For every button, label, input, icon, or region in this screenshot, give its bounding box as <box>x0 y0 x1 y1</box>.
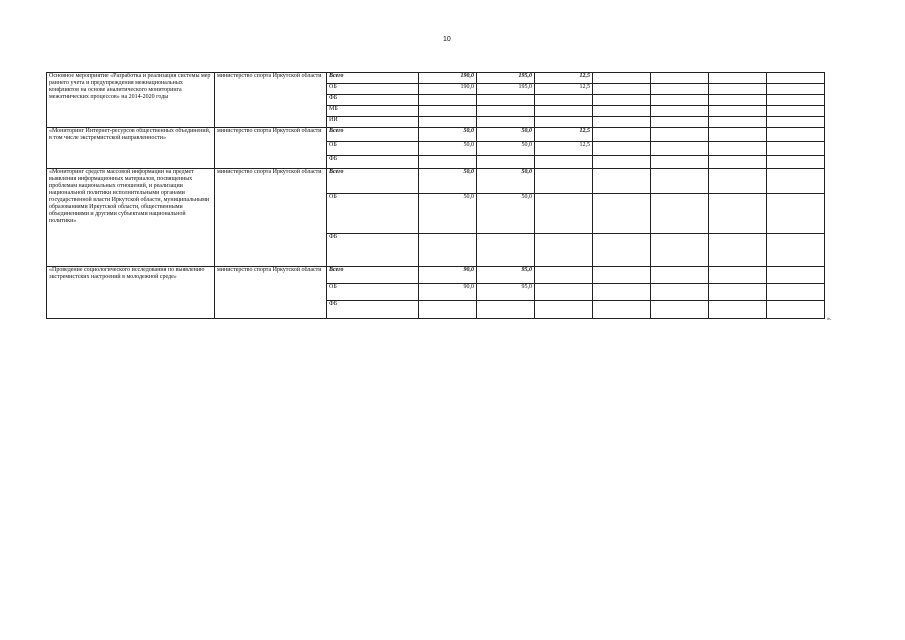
empty-cell <box>767 117 825 128</box>
empty-cell <box>709 73 767 84</box>
empty-cell <box>593 156 651 169</box>
empty-cell <box>651 284 709 301</box>
empty-cell <box>593 128 651 142</box>
amount-cell <box>477 301 535 319</box>
empty-cell <box>651 106 709 117</box>
empty-cell <box>593 234 651 267</box>
amount-cell <box>419 234 477 267</box>
empty-cell <box>651 142 709 156</box>
funding-source-cell: ФБ <box>327 234 419 267</box>
empty-cell <box>593 301 651 319</box>
empty-cell <box>651 84 709 95</box>
empty-cell <box>709 128 767 142</box>
empty-cell <box>651 117 709 128</box>
empty-cell <box>767 156 825 169</box>
amount-cell: 12,5 <box>535 84 593 95</box>
amount-cell: 12,5 <box>535 73 593 84</box>
amount-cell <box>535 267 593 284</box>
empty-cell <box>767 169 825 194</box>
empty-cell <box>767 84 825 95</box>
empty-cell <box>709 117 767 128</box>
funding-source-cell: ОБ <box>327 194 419 234</box>
amount-cell: 90,0 <box>419 284 477 301</box>
empty-cell <box>651 73 709 84</box>
amount-cell: 95,0 <box>477 267 535 284</box>
amount-cell: 50,0 <box>419 169 477 194</box>
amount-cell <box>535 156 593 169</box>
amount-cell <box>419 106 477 117</box>
amount-cell: 50,0 <box>477 142 535 156</box>
empty-cell <box>593 73 651 84</box>
empty-cell <box>709 284 767 301</box>
amount-cell: 50,0 <box>419 194 477 234</box>
funding-source-cell: ФБ <box>327 95 419 106</box>
executor-cell: министерство спорта Иркутской области <box>215 73 327 128</box>
funding-source-cell: ОБ <box>327 284 419 301</box>
empty-cell <box>651 301 709 319</box>
amount-cell <box>477 106 535 117</box>
empty-cell <box>767 106 825 117</box>
empty-cell <box>709 267 767 284</box>
empty-cell <box>593 194 651 234</box>
empty-cell <box>651 267 709 284</box>
funding-source-cell: Всего <box>327 73 419 84</box>
empty-cell <box>767 142 825 156</box>
amount-cell: 50,0 <box>477 128 535 142</box>
empty-cell <box>767 284 825 301</box>
funding-source-cell: ИИ <box>327 117 419 128</box>
empty-cell <box>593 142 651 156</box>
end-quote-mark: ». <box>827 316 832 322</box>
amount-cell <box>477 156 535 169</box>
activity-name-cell: Основное мероприятие «Разработка и реализация системы мер раннего учета и предупреждения межнациональных конфликтов на основе аналитического мониторинга межэтнических процессов» на 2014-2020 годы <box>47 73 215 128</box>
activity-name-cell: «Проведение социологического исследования по выявлению экстремистских настроений в молодежной среде» <box>47 267 215 319</box>
empty-cell <box>767 128 825 142</box>
empty-cell <box>593 169 651 194</box>
amount-cell: 195,0 <box>477 73 535 84</box>
executor-cell: министерство спорта Иркутской области <box>215 169 327 267</box>
amount-cell <box>535 194 593 234</box>
empty-cell <box>767 194 825 234</box>
empty-cell <box>709 194 767 234</box>
amount-cell <box>535 117 593 128</box>
budget-table-body <box>47 73 825 319</box>
amount-cell: 50,0 <box>419 142 477 156</box>
empty-cell <box>709 301 767 319</box>
empty-cell <box>651 156 709 169</box>
table-row <box>47 267 825 284</box>
funding-source-cell: Всего <box>327 267 419 284</box>
empty-cell <box>593 106 651 117</box>
empty-cell <box>709 156 767 169</box>
amount-cell: 190,0 <box>419 73 477 84</box>
empty-cell <box>651 169 709 194</box>
table-row <box>47 128 825 142</box>
empty-cell <box>709 234 767 267</box>
empty-cell <box>651 234 709 267</box>
empty-cell <box>651 95 709 106</box>
funding-source-cell: ФБ <box>327 156 419 169</box>
empty-cell <box>651 194 709 234</box>
activity-name-cell: «Мониторинг Интернет-ресурсов общественных объединений, в том числе экстремистской направленности» <box>47 128 215 169</box>
empty-cell <box>709 169 767 194</box>
funding-source-cell: ОБ <box>327 142 419 156</box>
funding-source-cell: ФБ <box>327 301 419 319</box>
amount-cell <box>419 117 477 128</box>
executor-cell: министерство спорта Иркутской области <box>215 128 327 169</box>
empty-cell <box>593 95 651 106</box>
amount-cell <box>535 106 593 117</box>
amount-cell <box>419 301 477 319</box>
amount-cell: 95,0 <box>477 284 535 301</box>
empty-cell <box>593 84 651 95</box>
amount-cell <box>535 284 593 301</box>
amount-cell: 50,0 <box>477 194 535 234</box>
amount-cell <box>535 169 593 194</box>
amount-cell <box>419 156 477 169</box>
funding-source-cell: Всего <box>327 169 419 194</box>
funding-source-cell: ОБ <box>327 84 419 95</box>
empty-cell <box>593 117 651 128</box>
amount-cell <box>535 234 593 267</box>
amount-cell: 50,0 <box>477 169 535 194</box>
empty-cell <box>709 142 767 156</box>
empty-cell <box>593 267 651 284</box>
empty-cell <box>767 73 825 84</box>
empty-cell <box>593 284 651 301</box>
amount-cell <box>477 117 535 128</box>
amount-cell: 50,0 <box>419 128 477 142</box>
empty-cell <box>709 84 767 95</box>
amount-cell: 195,0 <box>477 84 535 95</box>
amount-cell: 12,5 <box>535 142 593 156</box>
empty-cell <box>767 95 825 106</box>
executor-cell: министерство спорта Иркутской области <box>215 267 327 319</box>
amount-cell: 90,0 <box>419 267 477 284</box>
amount-cell: 12,5 <box>535 128 593 142</box>
empty-cell <box>767 301 825 319</box>
amount-cell <box>477 234 535 267</box>
page-number: 10 <box>443 36 451 43</box>
table-row <box>47 73 825 84</box>
activity-name-cell: «Мониторинг средств массовой информации на предмет выявления информационных материалов, посвященных проблемам национальных отношений, и реализации национальной политики исполнительными органами государственной власти Иркутской области, муниципальными образованиями Иркутской области, общественными объединениями и другими субъектами национальной политики» <box>47 169 215 267</box>
amount-cell <box>477 95 535 106</box>
budget-table <box>46 72 825 319</box>
empty-cell <box>651 128 709 142</box>
amount-cell <box>419 95 477 106</box>
empty-cell <box>709 95 767 106</box>
empty-cell <box>767 267 825 284</box>
empty-cell <box>709 106 767 117</box>
funding-source-cell: Всего <box>327 128 419 142</box>
amount-cell: 190,0 <box>419 84 477 95</box>
empty-cell <box>767 234 825 267</box>
amount-cell <box>535 301 593 319</box>
table-row <box>47 169 825 194</box>
funding-source-cell: МБ <box>327 106 419 117</box>
amount-cell <box>535 95 593 106</box>
